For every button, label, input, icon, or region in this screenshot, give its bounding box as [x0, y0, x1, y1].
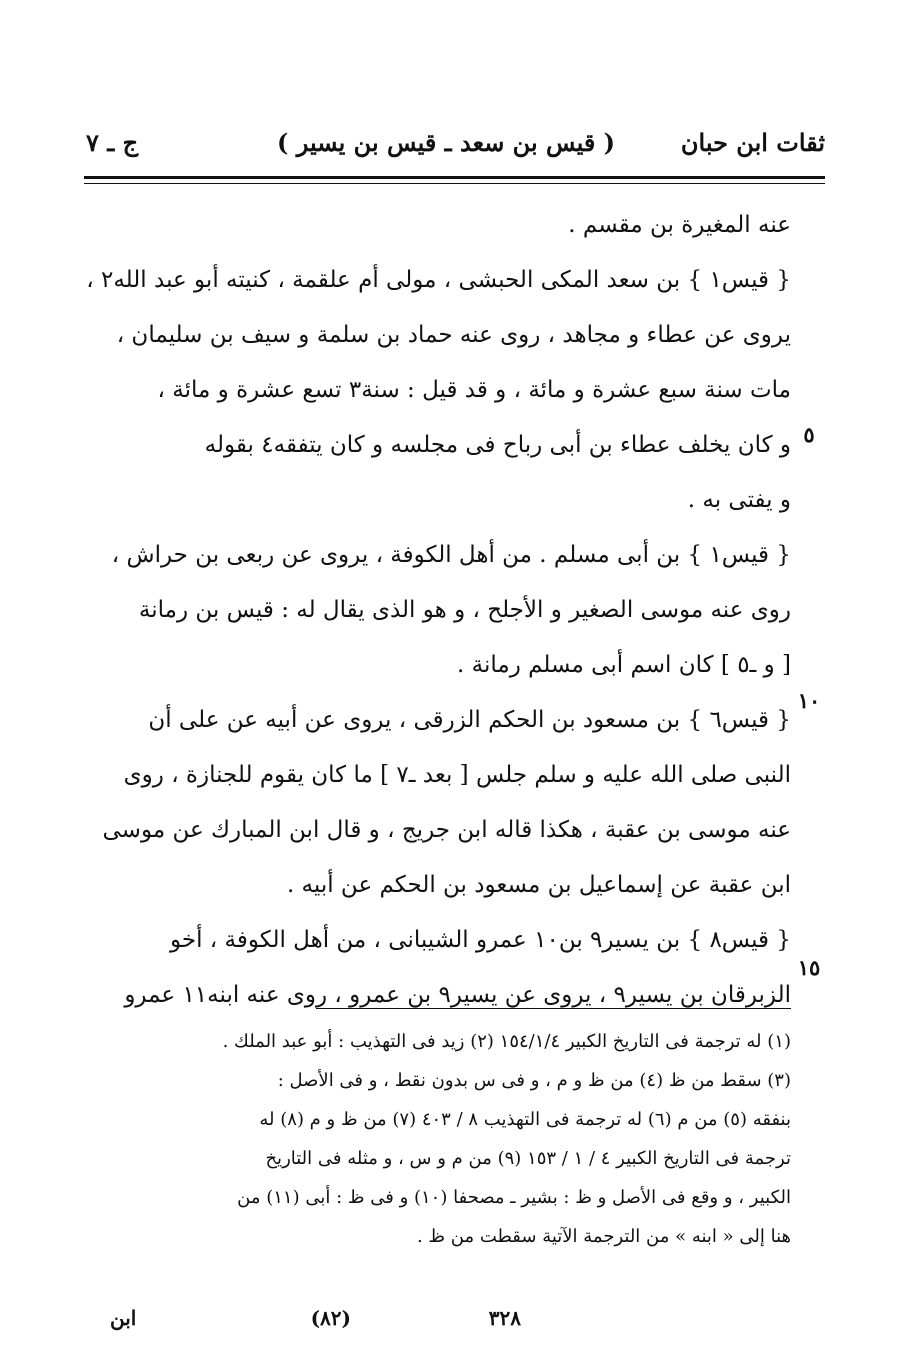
- text-line: مات سنة سبع عشرة و مائة ، و قد قيل : سنة٣ تسع عشرة و مائة ،: [157, 377, 791, 403]
- footnote-separator: [316, 1008, 791, 1009]
- text-line: { قيس١ } بن سعد المكى الحبشى ، مولى أم علقمة ، كنيته أبو عبد الله٢ ،: [86, 267, 791, 293]
- text-line: { قيس١ } بن أبى مسلم . من أهل الكوفة ، يروى عن ربعى بن حراش ،: [111, 542, 791, 568]
- running-header: [86, 128, 825, 168]
- text-line: عنه المغيرة بن مقسم .: [568, 212, 791, 238]
- footnote-line: هنا إلى « ابنه » من الترجمة الآتية سقطت من ظ .: [416, 1226, 791, 1247]
- page-footer: [110, 1306, 751, 1336]
- header-rule-thick: [84, 176, 825, 179]
- text-line: { قيس٦ } بن مسعود بن الحكم الزرقى ، يروى عن أبيه عن على أن: [148, 707, 791, 733]
- text-line: { قيس٨ } بن يسير٩ بن١٠ عمرو الشيبانى ، من أهل الكوفة ، أخو: [170, 927, 791, 953]
- header-book-title: ثقات ابن حبان: [680, 128, 825, 157]
- text-line: النبى صلى الله عليه و سلم جلس [ بعد ـ٧ ] ما كان يقوم للجنازة ، روى: [123, 762, 791, 788]
- text-line: ابن عقبة عن إسماعيل بن مسعود بن الحكم عن أبيه .: [286, 872, 791, 898]
- footnote-line: ترجمة فى التاريخ الكبير ٤ / ١ / ١٥٣ (٩) من م و س ، و مثله فى التاريخ: [265, 1148, 791, 1169]
- footnote-line: الكبير ، و وقع فى الأصل و ظ : بشير ـ مصحفا (١٠) و فى ظ : أبى (١١) من: [237, 1187, 791, 1208]
- header-volume: ج ـ ٧: [86, 128, 139, 157]
- text-line: يروى عن عطاء و مجاهد ، روى عنه حماد بن سلمة و سيف بن سليمان ،: [116, 322, 791, 348]
- main-text: [86, 198, 791, 1023]
- line-number-5: ٥: [803, 422, 815, 447]
- footnote-line: بنفقه (٥) من م (٦) له ترجمة فى التهذيب ٨ / ٤٠٣ (٧) من ظ و م (٨) له: [259, 1109, 791, 1130]
- text-line: عنه موسى بن عقبة ، هكذا قاله ابن جريج ، و قال ابن المبارك عن موسى: [102, 817, 791, 843]
- text-line: و يفتى به .: [687, 487, 791, 513]
- footnotes: [100, 1022, 791, 1256]
- header-rule-thin: [84, 183, 825, 184]
- header-topic: ( قيس بن سعد ـ قيس بن يسير ): [277, 128, 615, 157]
- catchword: ابن: [110, 1306, 137, 1330]
- text-line: [ و ـ٥ ] كان اسم أبى مسلم رمانة .: [457, 652, 791, 678]
- footnote-line: (٣) سقط من ظ (٤) من ظ و م ، و فى س بدون نقط ، و فى الأصل :: [277, 1070, 791, 1091]
- signature-mark: (٨٢): [310, 1306, 351, 1330]
- footnote-line: (١) له ترجمة فى التاريخ الكبير ١٥٤/١/٤ (٢) زيد فى التهذيب : أبو عبد الملك .: [222, 1031, 791, 1052]
- line-number-10: ١٠: [797, 688, 821, 713]
- text-line: الزبرقان بن يسير٩ ، يروى عن يسير٩ بن عمرو ، روى عنه ابنه١١ عمرو: [124, 982, 791, 1008]
- page-number: ٣٢٨: [488, 1306, 521, 1330]
- text-line: و كان يخلف عطاء بن أبى رباح فى مجلسه و كان يتفقه٤ بقوله: [204, 432, 791, 458]
- line-number-15: ١٥: [797, 955, 821, 980]
- text-line: روى عنه موسى الصغير و الأجلح ، و هو الذى يقال له : قيس بن رمانة: [138, 597, 791, 623]
